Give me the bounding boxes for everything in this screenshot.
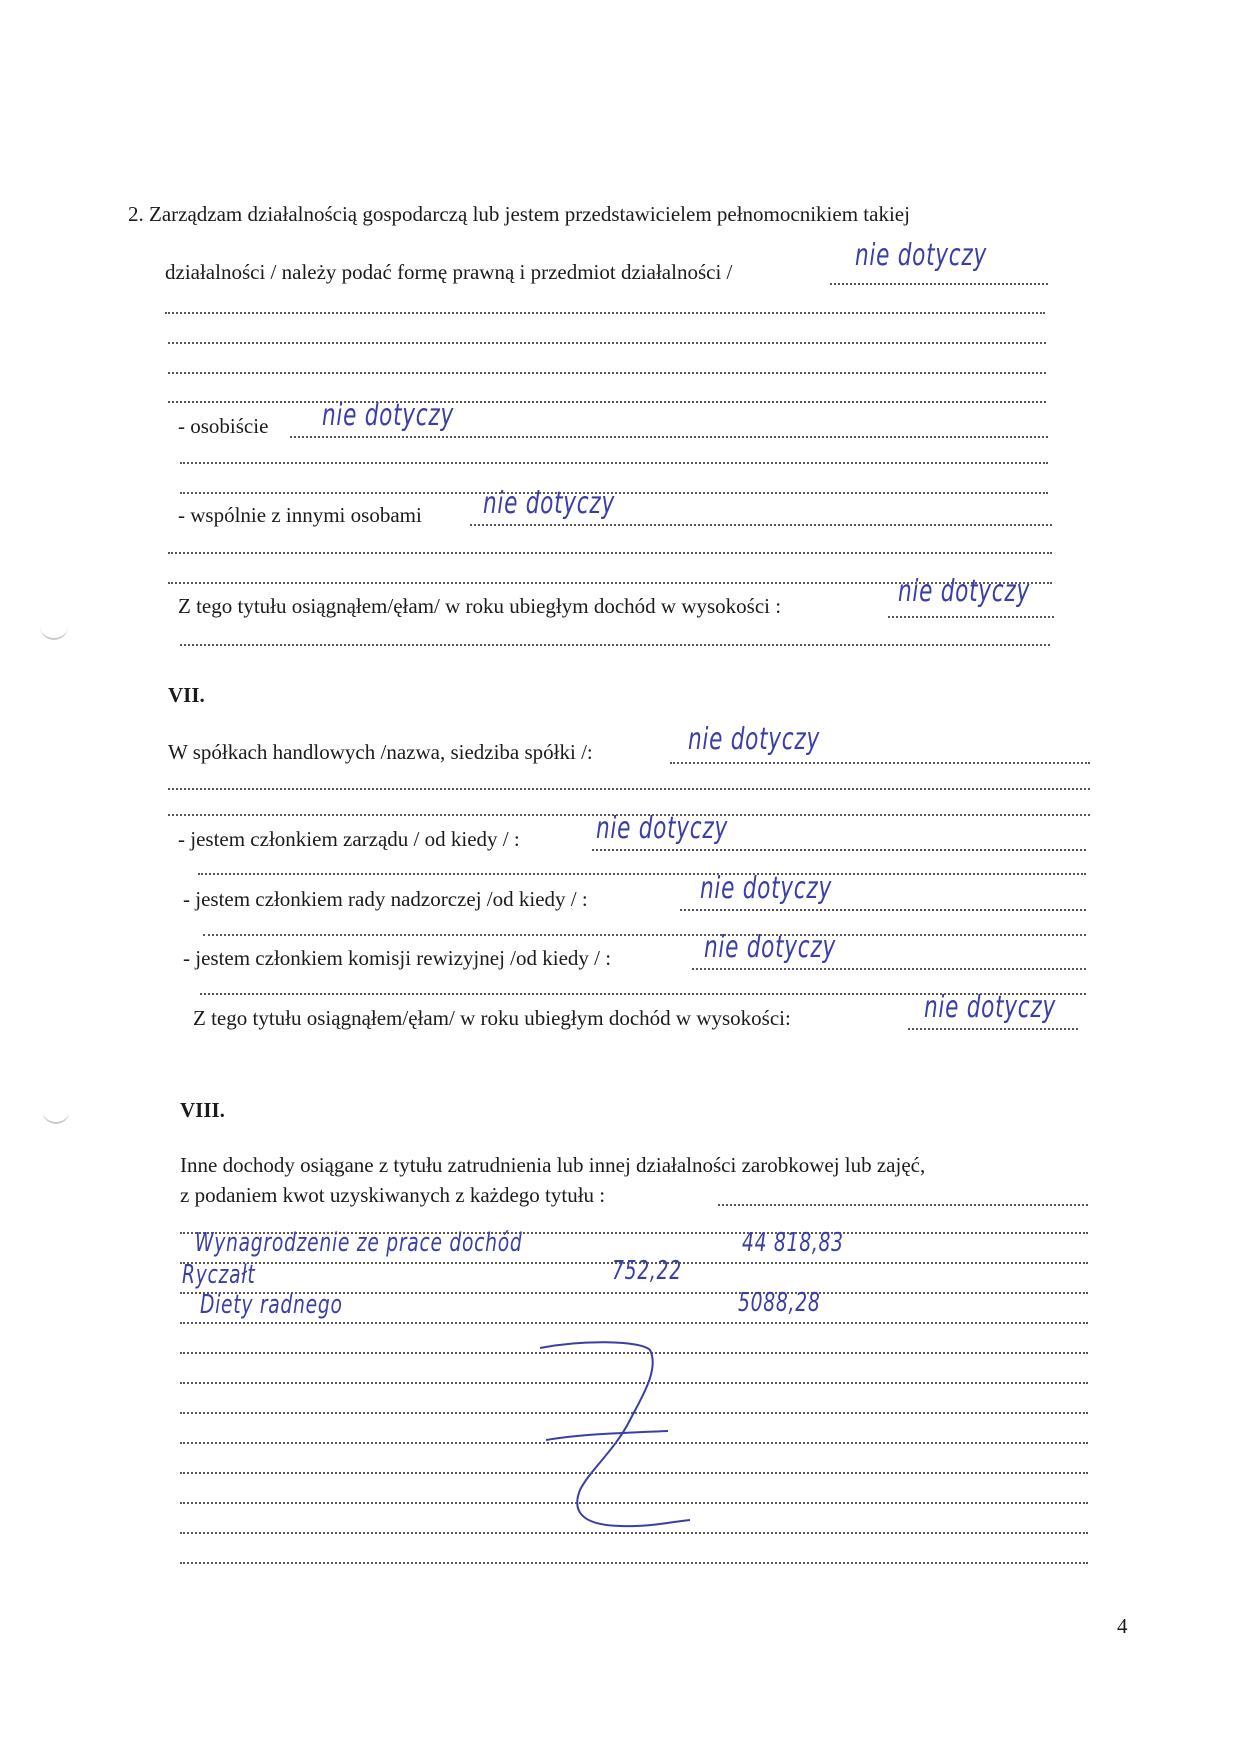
income-entry-label: Wynagrodzenie ze prace dochód: [195, 1228, 523, 1258]
dotted-line: [470, 524, 1052, 526]
section-2-line-1: 2. Zarządzam działalnością gospodarczą lub jestem przedstawicielem pełnomocnikiem takiej: [128, 202, 910, 226]
personally-label: - osobiście: [178, 414, 269, 438]
strike-through-mark: [520, 1340, 700, 1540]
handwritten-answer: nie dotyczy: [700, 871, 832, 906]
dotted-line: [180, 644, 1050, 646]
dotted-line: [830, 283, 1048, 285]
dotted-line: [592, 849, 1086, 851]
section-8-heading: VIII.: [180, 1098, 225, 1122]
section-8-line-1: Inne dochody osiągane z tytułu zatrudnienia lub innej działalności zarobkowej lub zajęć,: [180, 1153, 926, 1177]
income-entry-amount: 5088,28: [738, 1288, 821, 1318]
dotted-line: [908, 1028, 1078, 1030]
jointly-label: - wspólnie z innymi osobami: [178, 503, 422, 527]
dotted-line: [180, 1322, 1088, 1324]
dotted-line: [165, 312, 1045, 314]
handwritten-answer: nie dotyczy: [924, 990, 1056, 1025]
income-entry-amount: 752,22: [612, 1256, 682, 1286]
companies-label: W spółkach handlowych /nazwa, siedziba spółki /:: [168, 740, 593, 764]
dotted-line: [888, 616, 1054, 618]
dotted-line: [198, 873, 1086, 875]
dotted-line: [718, 1204, 1088, 1206]
dotted-line: [670, 762, 1090, 764]
handwritten-answer: nie dotyczy: [898, 574, 1030, 609]
income-entry-amount: 44 818,83: [742, 1228, 844, 1258]
dotted-line: [180, 462, 1048, 464]
dotted-line: [180, 1562, 1088, 1564]
dotted-line: [203, 934, 1086, 936]
dotted-line: [168, 401, 1046, 403]
scan-mark: [42, 1108, 70, 1124]
dotted-line: [168, 342, 1046, 344]
handwritten-answer: nie dotyczy: [688, 722, 820, 757]
handwritten-answer: nie dotyczy: [704, 930, 836, 965]
dotted-line: [168, 552, 1052, 554]
dotted-line: [168, 788, 1090, 790]
dotted-line: [290, 436, 1048, 438]
income-entry-label: Diety radnego: [200, 1290, 343, 1320]
dotted-line: [680, 909, 1086, 911]
page-number: 4: [1117, 1614, 1128, 1638]
handwritten-answer: nie dotyczy: [483, 486, 615, 521]
handwritten-answer: nie dotyczy: [855, 238, 987, 273]
supervisory-label: - jestem członkiem rady nadzorczej /od kiedy / :: [183, 887, 588, 911]
dotted-line: [168, 372, 1046, 374]
dotted-line: [692, 968, 1086, 970]
section-7-income-label: Z tego tytułu osiągnąłem/ęłam/ w roku ubiegłym dochód w wysokości:: [193, 1006, 791, 1030]
section-2-income-label: Z tego tytułu osiągnąłem/ęłam/ w roku ubiegłym dochód w wysokości :: [178, 594, 782, 618]
handwritten-answer: nie dotyczy: [596, 811, 728, 846]
handwritten-answer: nie dotyczy: [322, 398, 454, 433]
section-7-heading: VII.: [168, 683, 205, 707]
section-8-line-2: z podaniem kwot uzyskiwanych z każdego tytułu :: [180, 1183, 606, 1207]
board-label: - jestem członkiem zarządu / od kiedy / :: [178, 827, 520, 851]
audit-label: - jestem członkiem komisji rewizyjnej /od kiedy / :: [183, 946, 612, 970]
section-2-line-2: działalności / należy podać formę prawną i przedmiot działalności /: [165, 260, 733, 284]
scan-mark: [40, 624, 68, 640]
income-entry-label: Ryczałt: [182, 1260, 256, 1290]
